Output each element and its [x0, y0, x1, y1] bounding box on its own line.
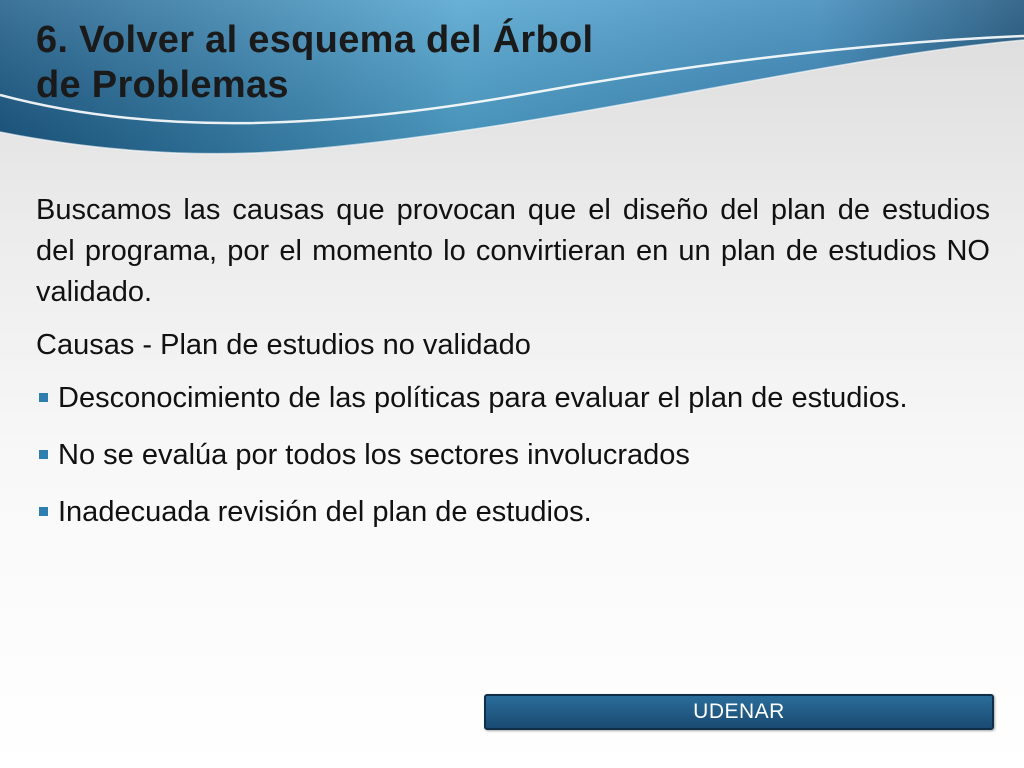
square-bullet-icon	[39, 507, 48, 516]
list-item-text: Desconocimiento de las políticas para evaluar el plan de estudios.	[58, 382, 908, 414]
list-item	[36, 435, 990, 476]
intro-paragraph: Buscamos las causas que provocan que el diseño del plan de estudios del programa, por el momento lo convirtieran en un plan de estudios NO validado.	[36, 194, 990, 308]
causes-list	[36, 378, 990, 533]
slide-title: 6. Volver al esquema del Árbol de Problemas	[36, 19, 594, 106]
list-item	[36, 492, 990, 533]
slide-body	[36, 190, 990, 549]
footer-label: UDENAR	[693, 700, 785, 723]
list-item-text: Inadecuada revisión del plan de estudios.	[58, 496, 592, 528]
square-bullet-icon	[39, 450, 48, 459]
square-bullet-icon	[39, 393, 48, 402]
list-item-text: No se evalúa por todos los sectores involucrados	[58, 439, 690, 471]
footer-label-box	[484, 694, 994, 730]
list-item	[36, 378, 990, 419]
causes-heading: Causas - Plan de estudios no validado	[36, 329, 531, 361]
